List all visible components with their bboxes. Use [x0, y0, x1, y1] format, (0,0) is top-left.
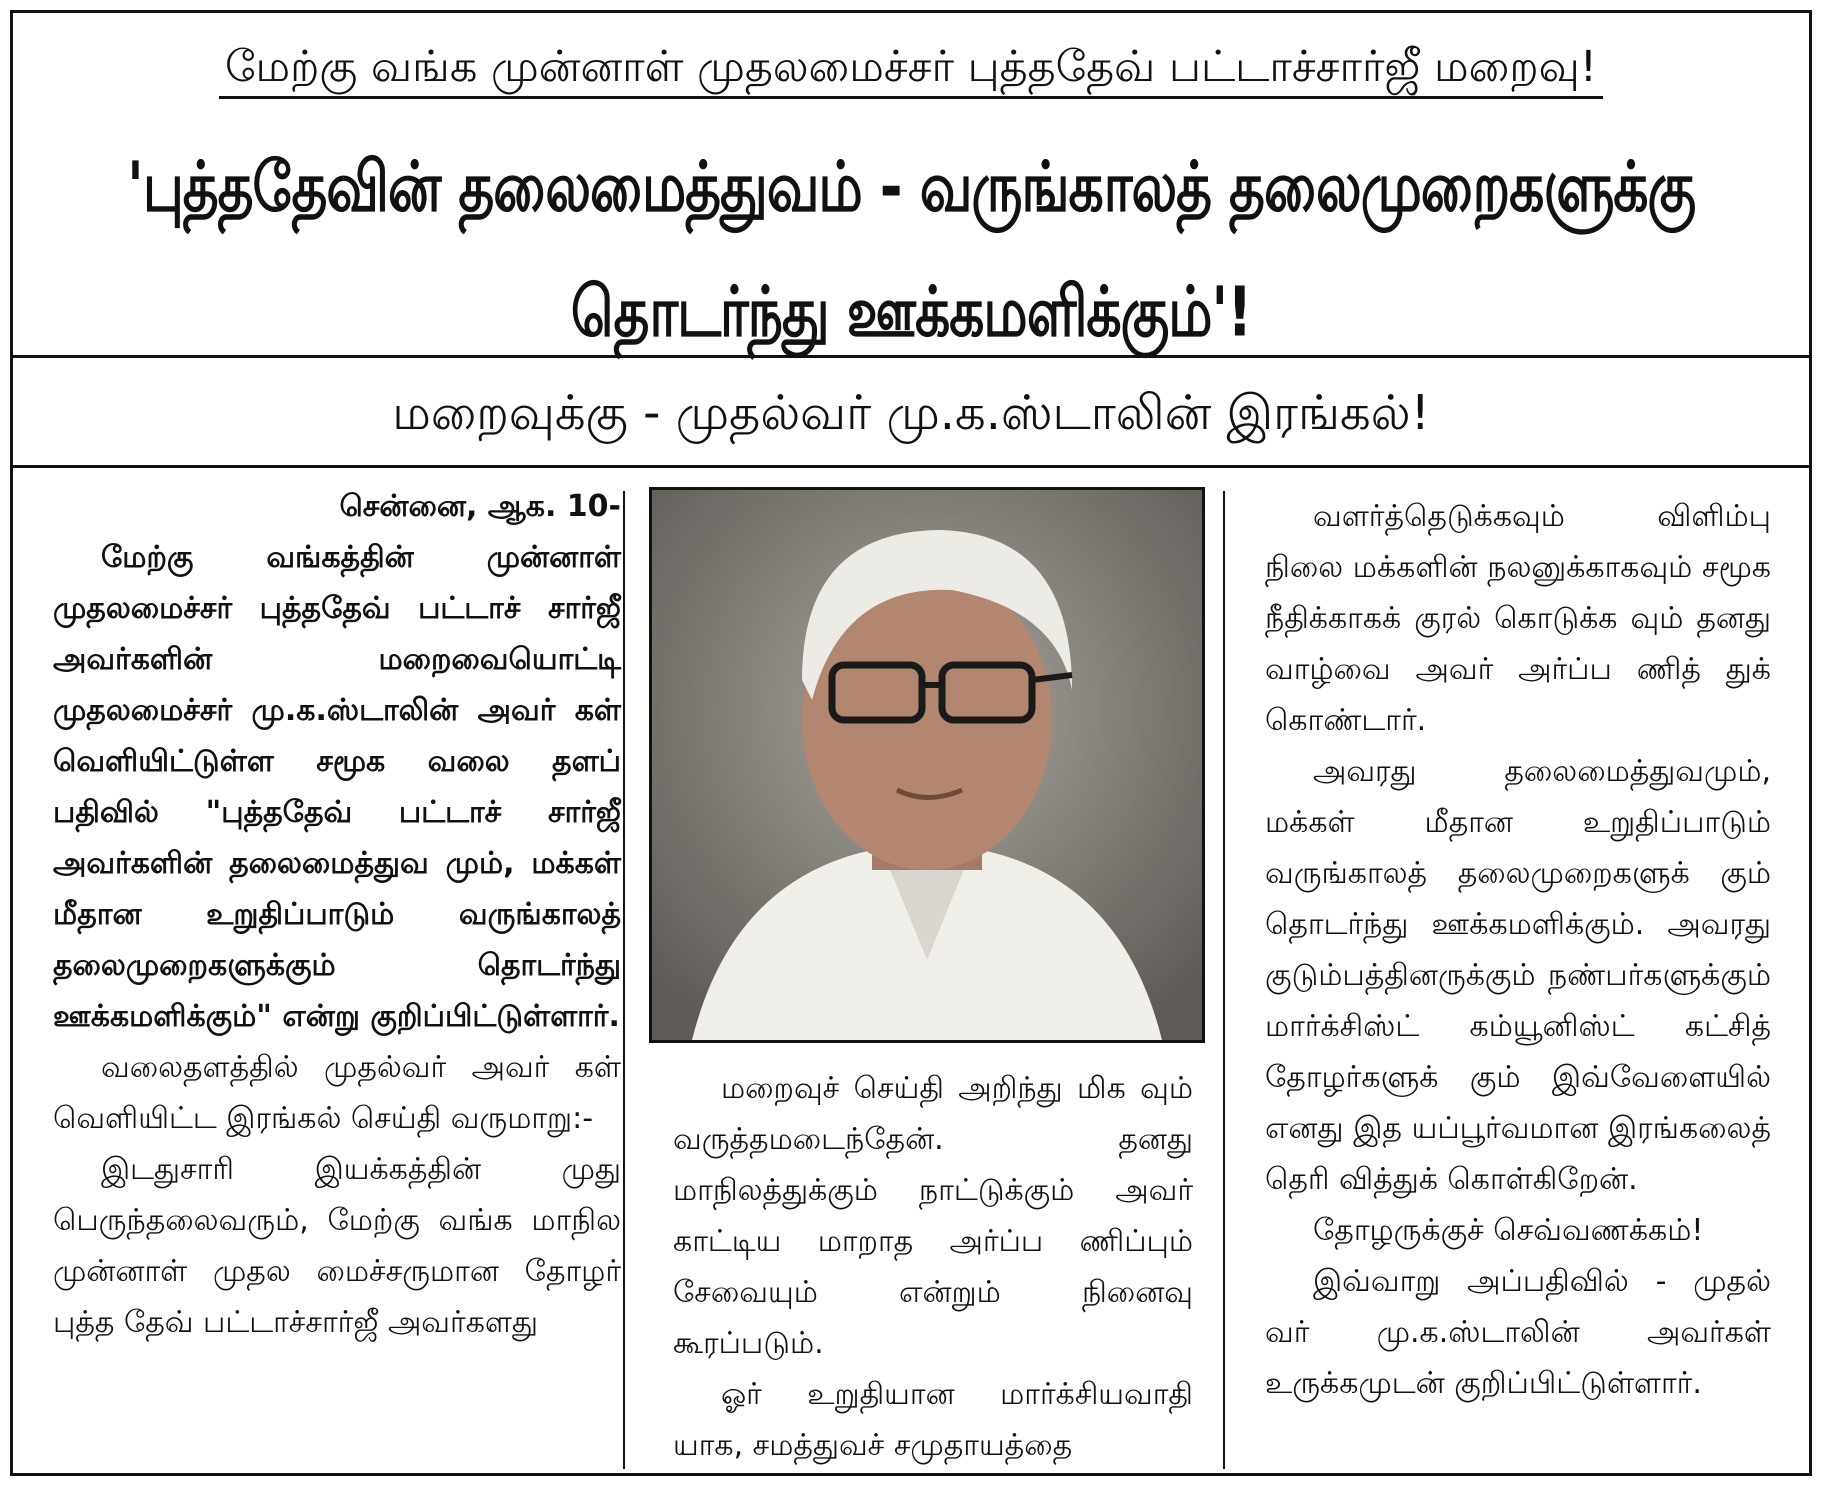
sub-headline: மறைவுக்கு - முதல்வர் மு.க.ஸ்டாலின் இரங்கல்! — [392, 385, 1430, 441]
column-divider — [1223, 491, 1225, 1469]
newspaper-clipping — [10, 10, 1812, 1476]
kicker-text: மேற்கு வங்க முன்னாள் முதலமைச்சர் புத்ததேவ் பட்டாச்சார்ஜீ மறைவு! — [219, 42, 1603, 99]
main-headline: 'புத்ததேவின் தலைமைத்துவம் - வருங்காலத் தலைமுறைகளுக்கு தொடர்ந்து ஊக்கமளிக்கும்'! — [127, 146, 1695, 352]
paragraph: மறைவுச் செய்தி அறிந்து மிக வும் வருத்தமடைந்தேன். தனது மாநிலத்துக்கும் நாட்டுக்கும் அவர் காட்டிய மாறாத அர்ப்ப ணிப்பும் சேவையும் என்றும் நினைவு கூரப்படும். — [673, 1071, 1193, 1361]
paragraph: வலைதளத்தில் முதல்வர் அவர் கள் வெளியிட்ட இரங்கல் செய்தி வருமாறு:- — [53, 1050, 621, 1136]
paragraph: ஓர் உறுதியான மார்க்சியவாதி யாக, சமத்துவச் சமுதாயத்தை — [673, 1377, 1193, 1463]
dateline: சென்னை, ஆக. 10- — [339, 489, 621, 524]
paragraph: அவரது தலைமைத்துவமும், மக்கள் மீதான உறுதிப்பாடும் வருங்காலத் தலைமுறைகளுக் கும் தொடர்ந்து ஊக்கமளிக்கும். அவரது குடும்பத்தினருக்கும் நண்பர்களுக்கும் மார்க்சிஸ்ட் கம்யூனிஸ்ட் கட்சித் தோழர்களுக் கும் இவ்வேளையில் எனது இத யப்பூர்வமான இரங்கலைத் தெரி வித்துக் கொள்கிறேன். — [1265, 754, 1771, 1197]
divider-rule — [13, 355, 1809, 358]
paragraph: இடதுசாரி இயக்கத்தின் முது பெருந்தலைவரும், மேற்கு வங்க மாநில முன்னாள் முதல மைச்சருமான தோழர் புத்த தேவ் பட்டாச்சார்ஜீ அவர்களது — [53, 1152, 621, 1340]
paragraph: தோழருக்குச் செவ்வணக்கம்! — [1313, 1213, 1704, 1248]
column-divider — [623, 491, 625, 1469]
divider-rule — [13, 465, 1809, 468]
kicker-headline — [13, 37, 1809, 97]
paragraph: வளர்த்தெடுக்கவும் விளிம்பு நிலை மக்களின் நலனுக்காகவும் சமூக நீதிக்காகக் குரல் கொடுக்க வும் தனது வாழ்வை அவர் அர்ப்ப ணித் துக் கொண்டார். — [1265, 499, 1771, 738]
paragraph: இவ்வாறு அப்பதிவில் - முதல் வர் மு.க.ஸ்டாலின் அவர்கள் உருக்கமுடன் குறிப்பிட்டுள்ளார். — [1265, 1264, 1771, 1401]
article-column-1 — [53, 481, 621, 1348]
portrait-photo — [649, 487, 1205, 1043]
portrait-image — [652, 490, 1202, 1040]
article-column-3 — [1265, 491, 1771, 1409]
article-column-2 — [673, 1063, 1193, 1471]
lead-paragraph: மேற்கு வங்கத்தின் முன்னாள் முதலமைச்சர் புத்ததேவ் பட்டாச் சார்ஜீ அவர்களின் மறைவையொட்டி முதலமைச்சர் மு.க.ஸ்டாலின் அவர் கள் வெளியிட்டுள்ள சமூக வலை தளப் பதிவில் "புத்ததேவ் பட்டாச் சார்ஜீ அவர்களின் தலைமைத்துவ மும், மக்கள் மீதான உறுதிப்பாடும் வருங்காலத் தலைமுறைகளுக்கும் தொடர்ந்து ஊக்கமளிக்கும்" என்று குறிப்பிட்டுள்ளார். — [53, 540, 621, 1034]
